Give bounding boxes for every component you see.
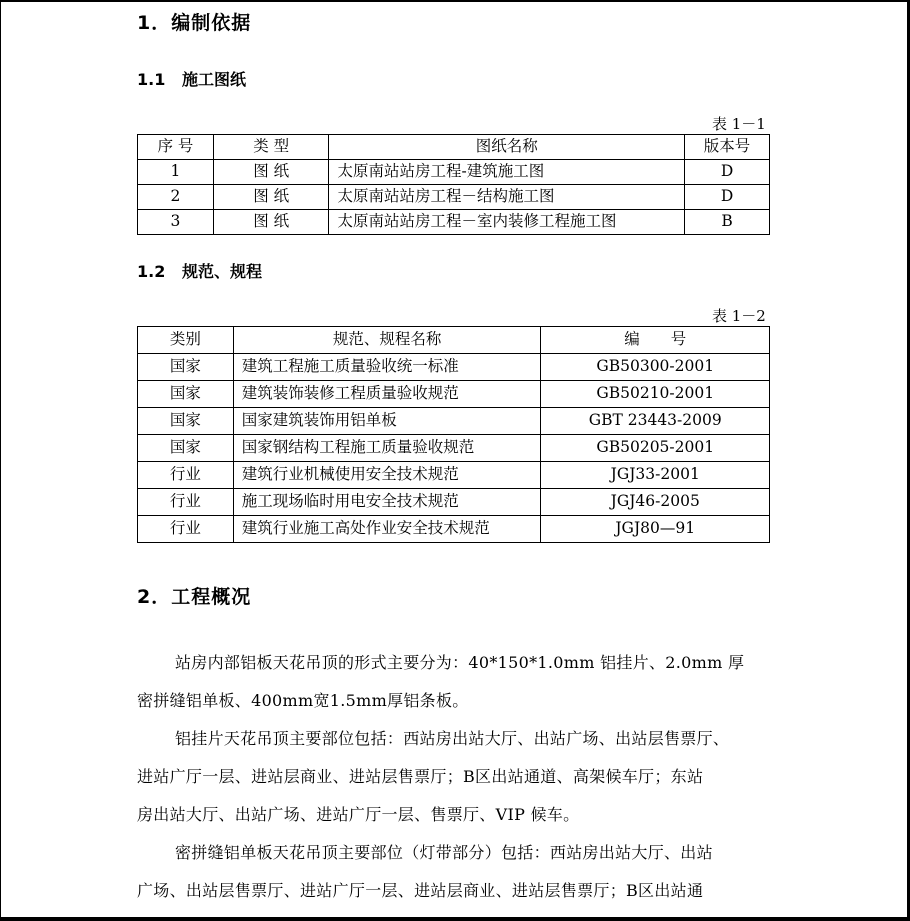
table-cell: 太原南站站房工程-建筑施工图 [329,160,685,185]
table-row [138,210,770,235]
table-cell: 建筑行业施工高处作业安全技术规范 [233,516,541,543]
table-row [138,408,770,435]
body-line: 房出站大厅、出站广场、进站广厅一层、售票厅、VIP 候车。 [137,805,580,824]
table-cell: GB50300-2001 [541,354,770,381]
table-cell: 建筑行业机械使用安全技术规范 [233,462,541,489]
header-cell: 规范、规程名称 [233,327,541,354]
table-cell: JGJ46-2005 [541,489,770,516]
table-cell: 图 纸 [213,160,329,185]
table-cell: 建筑装饰装修工程质量验收规范 [233,381,541,408]
table-cell: 2 [138,185,214,210]
body-line: 铝挂片天花吊顶主要部位包括：西站房出站大厅、出站广场、出站层售票厅、 [175,729,730,748]
table-cell: 行业 [138,462,234,489]
table-cell: 图 纸 [213,185,329,210]
table-row [138,354,770,381]
table-header-row [138,135,770,160]
project-overview-body [137,644,777,910]
header-cell: 编 号 [541,327,770,354]
table-cell: GBT 23443-2009 [541,408,770,435]
drawings-table [137,134,770,235]
table-cell: 国家 [138,435,234,462]
header-cell: 序 号 [138,135,214,160]
table-cell: 国家 [138,354,234,381]
header-cell: 类 型 [213,135,329,160]
table-row [138,160,770,185]
section-1-title: 1．编制依据 [137,12,252,34]
body-line: 密拼缝铝单板、400mm宽1.5mm厚铝条板。 [137,691,469,710]
body-line: 进站广厅一层、进站层商业、进站层售票厅；B区出站通道、高架候车厅；东站 [137,767,704,786]
subsection-1-2-heading [137,259,262,282]
subsection-1-2-number: 1.2 [137,262,166,281]
table-row [138,381,770,408]
table-row [138,489,770,516]
table-cell: 国家钢结构工程施工质量验收规范 [233,435,541,462]
table-cell: 1 [138,160,214,185]
table-cell: D [685,185,770,210]
table-cell: 国家建筑装饰用铝单板 [233,408,541,435]
table-cell: GB50210-2001 [541,381,770,408]
body-line: 密拼缝铝单板天花吊顶主要部位（灯带部分）包括：西站房出站大厅、出站 [175,843,713,862]
table-cell: D [685,160,770,185]
subsection-1-1-title: 施工图纸 [182,70,247,89]
table-cell: JGJ33-2001 [541,462,770,489]
subsection-1-1-number: 1.1 [137,70,166,89]
table-cell: JGJ80—91 [541,516,770,543]
table-cell: 建筑工程施工质量验收统一标准 [233,354,541,381]
header-cell: 类别 [138,327,234,354]
table-1-caption: 表 1－1 [712,115,766,133]
table-cell: 国家 [138,381,234,408]
table-cell: 图 纸 [213,210,329,235]
table-row [138,462,770,489]
table-cell: 国家 [138,408,234,435]
table-2-caption: 表 1－2 [712,307,766,325]
table-cell: 3 [138,210,214,235]
table-row [138,435,770,462]
table-header-row [138,327,770,354]
standards-table [137,326,770,543]
table-cell: GB50205-2001 [541,435,770,462]
table-row [138,185,770,210]
table-cell: 施工现场临时用电安全技术规范 [233,489,541,516]
table-cell: 太原南站站房工程－结构施工图 [329,185,685,210]
subsection-1-2-title: 规范、规程 [182,262,263,281]
table-cell: 太原南站站房工程－室内装修工程施工图 [329,210,685,235]
section-2-title: 2．工程概况 [137,586,252,608]
table-cell: 行业 [138,489,234,516]
body-line: 广场、出站层售票厅、进站广厅一层、进站层商业、进站层售票厅；B区出站通 [137,881,704,900]
header-cell: 图纸名称 [329,135,685,160]
table-row [138,516,770,543]
table-cell: B [685,210,770,235]
body-line: 站房内部铝板天花吊顶的形式主要分为：40*150*1.0mm 铝挂片、2.0mm 厚 [175,653,745,672]
table-cell: 行业 [138,516,234,543]
header-cell: 版本号 [685,135,770,160]
subsection-1-1-heading [137,67,246,90]
